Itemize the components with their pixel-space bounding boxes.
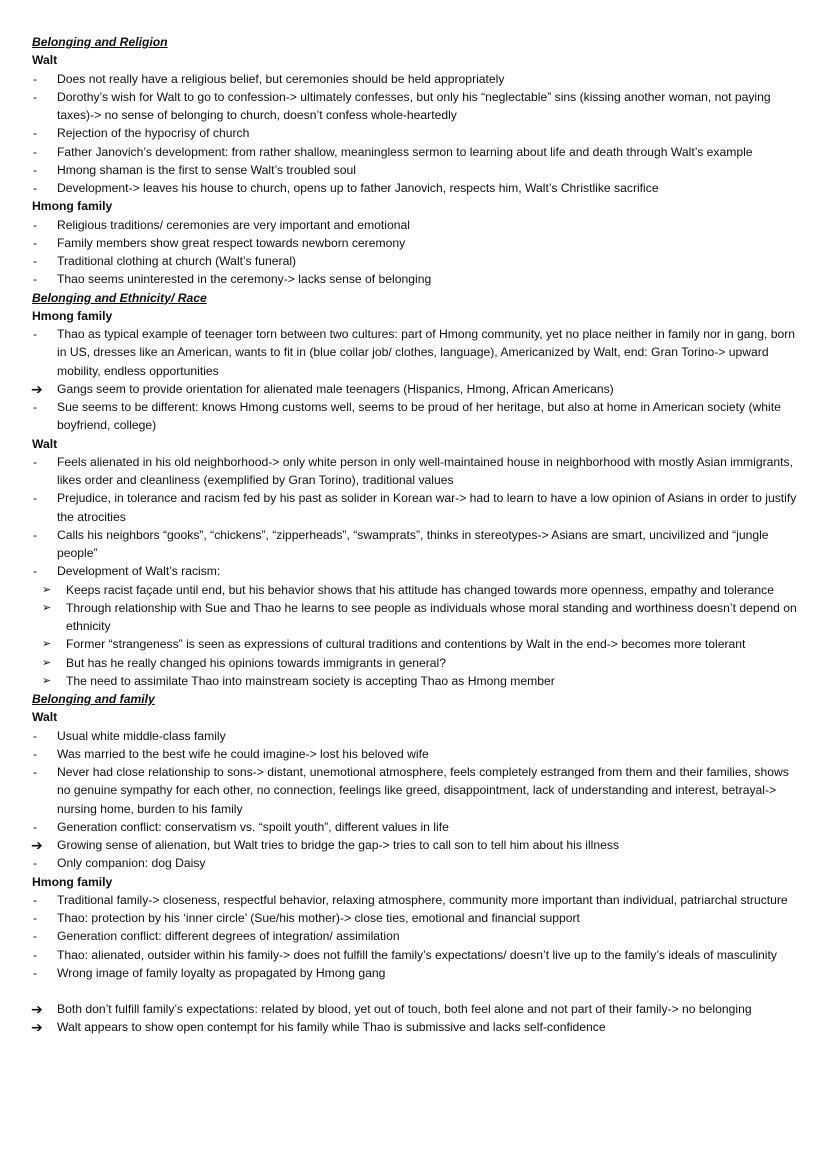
dash-bullet: -: [33, 89, 38, 104]
section-heading: Belonging and family: [32, 692, 155, 706]
list-item-text: Thao seems uninterested in the ceremony-> lacks sense of belonging: [57, 272, 432, 287]
list-item: [32, 179, 802, 197]
section-heading: Belonging and Ethnicity/ Race: [32, 290, 207, 305]
group-title: Hmong family: [32, 199, 113, 214]
list-item-text: Sue seems to be different: knows Hmong customs well, seems to be proud of her heritage, but also at home in American society (white boyfriend, college): [57, 400, 781, 433]
list-item-text: Development-> leaves his house to church, opens up to father Janovich, respects him, Walt’s Christlike sacrifice: [57, 181, 659, 195]
list-item-text: Both don’t fulfill family’s expectations: related by blood, yet out of touch, both feel alone and not part of their family-> no belonging: [57, 1002, 752, 1016]
list-item: [32, 124, 802, 142]
arrow-bullet-icon: ➔: [31, 1001, 43, 1017]
list-item-text: Wrong image of family loyalty as propagated by Hmong gang: [57, 965, 386, 980]
dash-bullet: -: [33, 911, 38, 925]
dash-bullet: -: [33, 527, 38, 542]
list-item: [32, 380, 802, 398]
group-title: Walt: [32, 436, 58, 451]
list-item-text: Father Janovich’s development: from rather shallow, meaningless sermon to learning about life and death through Walt’s example: [57, 144, 753, 159]
list-item-text: Does not really have a religious belief, but ceremonies should be held appropriately: [57, 71, 505, 86]
list-item-text: Traditional family-> closeness, respectful behavior, relaxing atmosphere, community more important than individual, patriarchal structure: [57, 892, 788, 907]
list-item: [32, 143, 802, 161]
list-item: [32, 526, 802, 563]
arrow-bullet-icon: ➔: [31, 1019, 43, 1036]
arrow-bullet-icon: ➔: [31, 380, 43, 397]
dash-bullet: -: [33, 892, 38, 907]
list-item: [32, 489, 802, 526]
arrowhead-bullet-icon: ➢: [42, 638, 52, 651]
dash-bullet: -: [33, 746, 38, 761]
list-item-text: Calls his neighbors “gooks”, “chickens”, “zipperheads”, “swamprats”, thinks in stereotypes-> Asians are smart, uncivilized and “jungle people”: [57, 527, 769, 560]
list-item-text: Usual white middle-class family: [57, 728, 226, 743]
list-item-text: Thao: protection by his ‘inner circle’ (Sue/his mother)-> close ties, emotional and financial support: [57, 911, 580, 925]
list-item-text: Never had close relationship to sons-> distant, unemotional atmosphere, feels completely estranged from them and their families, shows no genuine sympathy for each other, no connection, feelings like greed, disappointment, lack of understanding and interest, betrayal-> nursing home, burden to his family: [57, 765, 789, 816]
list-item-text: Generation conflict: conservatism vs. “spoilt youth”, different values in life: [57, 819, 449, 834]
list-item: [32, 234, 802, 252]
document-body: [32, 33, 802, 1037]
list-item-text: Thao: alienated, outsider within his family-> does not fulfill the family’s expectations/ doesn’t live up to the family’s ideals of masculinity: [57, 947, 777, 962]
dash-bullet: -: [33, 965, 38, 980]
arrowhead-bullet-icon: ➢: [42, 674, 52, 687]
arrowhead-bullet-icon: ➢: [42, 583, 52, 596]
list-item: [32, 161, 802, 179]
list-item: [32, 216, 802, 234]
list-item: [32, 581, 802, 599]
dash-bullet: -: [33, 126, 38, 141]
list-item: [32, 672, 802, 690]
list-item-text: Through relationship with Sue and Thao he learns to see people as individuals whose moral standing and worthiness doesn’t depend on ethnicity: [66, 600, 797, 633]
dash-bullet: -: [33, 272, 38, 287]
group-title: Hmong family: [32, 308, 113, 323]
group-title: Walt: [32, 710, 58, 725]
list-item: [32, 836, 802, 854]
spacer: [32, 982, 802, 1000]
list-item-text: Feels alienated in his old neighborhood-> only white person in only well-maintained house in neighborhood with mostly Asian immigrants, likes order and cleanliness (exemplified by Gran Torino), traditional values: [57, 454, 793, 487]
list-item-text: Traditional clothing at church (Walt’s funeral): [57, 254, 297, 268]
list-item: [32, 927, 802, 945]
dash-bullet: -: [33, 856, 38, 871]
list-item-text: Growing sense of alienation, but Walt tries to bridge the gap-> tries to call son to tell him about his illness: [57, 838, 620, 852]
dash-bullet: -: [33, 71, 38, 86]
dash-bullet: -: [33, 327, 38, 341]
arrowhead-bullet-icon: ➢: [42, 656, 52, 669]
list-item: [32, 635, 802, 653]
dash-bullet: -: [33, 765, 38, 779]
list-item: [32, 599, 802, 636]
dash-bullet: -: [33, 400, 38, 414]
list-item-text: Prejudice, in tolerance and racism fed by his past as solider in Korean war-> had to learn to have a low opinion of Asians in order to justify the atrocities: [57, 491, 797, 524]
list-item-text: Hmong shaman is the first to sense Walt’s troubled soul: [57, 162, 356, 177]
list-item: [32, 946, 802, 964]
list-item: [32, 909, 802, 927]
list-item: [32, 745, 802, 763]
list-item: [32, 70, 802, 88]
list-item: [32, 398, 802, 435]
list-item: [32, 964, 802, 982]
list-item: [32, 891, 802, 909]
arrowhead-bullet-icon: ➢: [42, 601, 52, 614]
list-item-text: Religious traditions/ ceremonies are very important and emotional: [57, 217, 410, 232]
dash-bullet: -: [33, 254, 38, 268]
list-item-text: Thao as typical example of teenager torn between two cultures: part of Hmong community, yet no place neither in family nor in gang, born in US, dresses like an American, wants to fit in (blue collar job/ clothes, language), Americanized by Walt, end: Gran Torino-> upward mobility, endless opportunities: [57, 327, 796, 378]
dash-bullet: -: [33, 181, 38, 195]
list-item: [32, 854, 802, 872]
list-item-text: Walt appears to show open contempt for his family while Thao is submissive and lacks self-confidence: [57, 1020, 606, 1035]
list-item-text: Was married to the best wife he could imagine-> lost his beloved wife: [57, 746, 429, 761]
list-item: [32, 763, 802, 818]
list-item-text: Development of Walt’s racism:: [57, 564, 221, 579]
dash-bullet: -: [33, 454, 38, 469]
list-item-text: Keeps racist façade until end, but his behavior shows that his attitude has changed towards more openness, empathy and tolerance: [66, 582, 774, 597]
list-item-text: But has he really changed his opinions towards immigrants in general?: [66, 655, 446, 670]
list-item: [32, 1000, 802, 1018]
list-item-text: Former “strangeness” is seen as expressions of cultural traditions and contentions by Walt in the end-> becomes more tolerant: [66, 637, 746, 652]
list-item: [32, 1018, 802, 1036]
list-item-text: Family members show great respect towards newborn ceremony: [57, 235, 406, 250]
list-item: [32, 453, 802, 490]
dash-bullet: -: [33, 235, 38, 250]
group-title: Walt: [32, 53, 58, 68]
arrow-bullet-icon: ➔: [31, 837, 43, 853]
dash-bullet: -: [33, 929, 38, 944]
dash-bullet: -: [33, 491, 38, 506]
dash-bullet: -: [33, 144, 38, 159]
dash-bullet: -: [33, 728, 38, 743]
list-item: [32, 88, 802, 125]
list-item-text: Dorothy’s wish for Walt to go to confession-> ultimately confesses, but only his “neglectable” sins (kissing another woman, not paying taxes)-> no sense of belonging to church, doesn’t confess whole-heartedly: [57, 89, 771, 122]
dash-bullet: -: [33, 564, 38, 579]
list-item: [32, 252, 802, 270]
section-heading: Belonging and Religion: [32, 35, 168, 49]
list-item-text: Generation conflict: different degrees of integration/ assimilation: [57, 929, 400, 944]
list-item-text: The need to assimilate Thao into mainstream society is accepting Thao as Hmong member: [66, 673, 555, 688]
list-item: [32, 270, 802, 288]
dash-bullet: -: [33, 162, 38, 177]
list-item: [32, 818, 802, 836]
list-item: [32, 727, 802, 745]
list-item-text: Only companion: dog Daisy: [57, 856, 206, 871]
list-item-text: Rejection of the hypocrisy of church: [57, 126, 250, 141]
dash-bullet: -: [33, 217, 38, 232]
list-item-text: Gangs seem to provide orientation for alienated male teenagers (Hispanics, Hmong, African Americans): [57, 381, 614, 396]
dash-bullet: -: [33, 819, 38, 834]
list-item: [32, 654, 802, 672]
list-item: [32, 562, 802, 580]
dash-bullet: -: [33, 947, 38, 962]
group-title: Hmong family: [32, 874, 113, 889]
list-item: [32, 325, 802, 380]
